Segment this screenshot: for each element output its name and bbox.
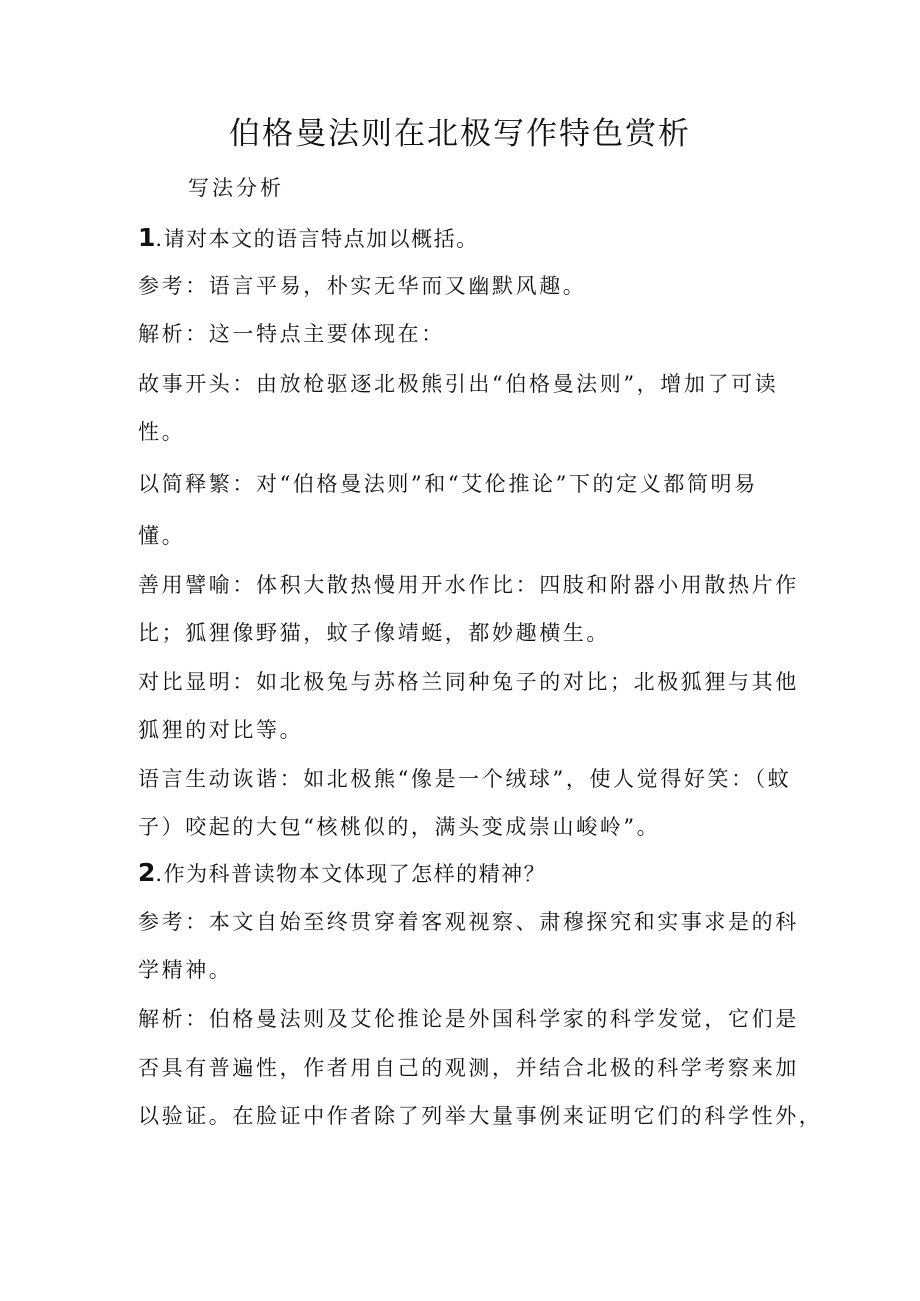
paragraph-line: 子）咬起的大包“核桃似的，满头变成崇山峻岭”。 xyxy=(138,815,661,839)
analysis-line: 解析：伯格曼法则及艾伦推论是外国科学家的科学发觉，它们是 xyxy=(138,1007,799,1031)
paragraph-line: 善用譬喻：体积大散热慢用开水作比：四肢和附器小用散热片作 xyxy=(138,573,799,597)
paragraph-line: 以简释繁：对“伯格曼法则”和“艾伦推论”下的定义都简明易 xyxy=(138,472,758,496)
question-1 xyxy=(138,220,479,257)
paragraph-line: 比；狐狸像野猫，蚊子像靖蜓，都妙趣横生。 xyxy=(138,621,610,645)
question-number: 2 xyxy=(138,858,156,887)
question-text: .作为科普读物本文体现了怎样的精神？ xyxy=(155,862,547,886)
question-text: .请对本文的语言特点加以概括。 xyxy=(155,227,479,251)
paragraph-line: 对比显明：如北极兔与苏格兰同种兔子的对比；北极狐狸与其他 xyxy=(138,670,799,694)
paragraph-line: 故事开头：由放枪驱逐北极熊引出“伯格曼法则”，增加了可读 xyxy=(138,372,779,396)
answer-line: 参考：语言平易，朴实无华而又幽默风趣。 xyxy=(138,274,587,298)
question-number: 1 xyxy=(138,223,156,252)
answer-line: 参考：本文自始至终贯穿着客观视察、肃穆探究和实事求是的科 xyxy=(138,910,799,934)
paragraph-line: 语言生动诙谐：如北极熊“像是一个绒球”，使人觉得好笑：（蚊 xyxy=(138,767,792,791)
page-title: 伯格曼法则在北极写作特色赏析 xyxy=(229,116,691,152)
analysis-line: 解析：这一特点主要体现在： xyxy=(138,322,445,346)
paragraph-line: 以验证。在脸证中作者除了列举大量事例来证明它们的科学性外， xyxy=(138,1104,823,1128)
paragraph-line: 否具有普遍性，作者用自己的观测，并结合北极的科学考察来加 xyxy=(138,1056,799,1080)
question-2 xyxy=(138,855,546,892)
paragraph-line: 懂。 xyxy=(138,524,186,548)
paragraph-line: 狐狸的对比等。 xyxy=(138,718,304,742)
paragraph-line: 性。 xyxy=(138,420,186,444)
paragraph-line: 学精神。 xyxy=(138,958,233,982)
section-heading: 写法分析 xyxy=(188,176,284,200)
